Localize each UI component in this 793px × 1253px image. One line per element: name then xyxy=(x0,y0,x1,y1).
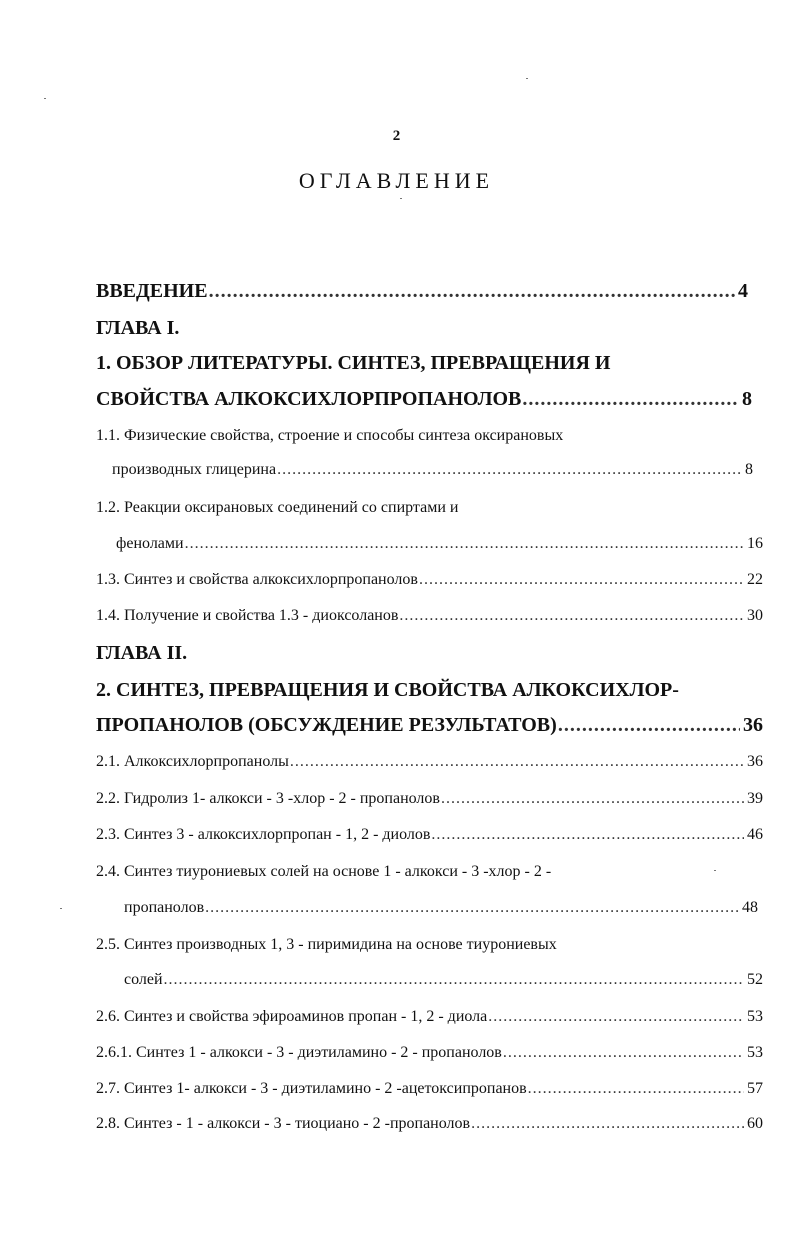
toc-entry-text: 1.2. Реакции оксирановых соединений со спиртами и xyxy=(96,499,459,516)
dot-leader xyxy=(164,967,744,993)
toc-entry-1-4 xyxy=(96,603,763,629)
toc-entry-text: 2.3. Синтез 3 - алкоксихлорпропан - 1, 2 - диолов xyxy=(96,826,431,843)
toc-entry-2-2 xyxy=(96,786,763,812)
toc-entry-2-8 xyxy=(96,1111,763,1137)
dot-leader xyxy=(277,457,742,483)
toc-page-number: 57 xyxy=(747,1080,763,1097)
toc-entry-text: солей xyxy=(124,971,163,988)
dot-leader xyxy=(522,386,739,412)
toc-entry-text: 2.4. Синтез тиурониевых солей на основе 1 - алкокси - 3 -хлор - 2 - xyxy=(96,863,552,880)
toc-entry-text: ПРОПАНОЛОВ (ОБСУЖДЕНИЕ РЕЗУЛЬТАТОВ) xyxy=(96,714,557,736)
toc-entry-text: 2.1. Алкоксихлорпропанолы xyxy=(96,753,289,770)
page-number: 2 xyxy=(392,128,401,144)
toc-entry-text: 2.2. Гидролиз 1- алкокси - 3 -хлор - 2 - пропанолов xyxy=(96,790,440,807)
toc-page-number: 53 xyxy=(747,1044,763,1061)
toc-entry-text: 2.7. Синтез 1- алкокси - 3 - диэтиламино - 2 -ацетоксипропанов xyxy=(96,1080,527,1097)
dot-leader xyxy=(209,278,735,304)
dot-leader xyxy=(205,895,739,921)
toc-entry-chapter1 xyxy=(96,386,752,412)
toc-entry-2-4 xyxy=(124,895,758,921)
dot-leader xyxy=(419,567,744,593)
toc-page-number: 4 xyxy=(738,280,748,302)
toc-page-number: 46 xyxy=(747,826,763,843)
toc-entry-2-6 xyxy=(96,1004,763,1030)
toc-entry-text: 1.3. Синтез и свойства алкоксихлорпропанолов xyxy=(96,571,418,588)
scan-speck xyxy=(714,870,716,871)
scan-speck xyxy=(526,78,528,79)
dot-leader xyxy=(558,712,740,738)
chapter-heading: ГЛАВА II. xyxy=(96,642,188,664)
toc-entry-text: 2.6.1. Синтез 1 - алкокси - 3 - диэтиламино - 2 - пропанолов xyxy=(96,1044,502,1061)
dot-leader xyxy=(471,1111,744,1137)
toc-entry-text: 1.1. Физические свойства, строение и способы синтеза оксирановых xyxy=(96,427,564,444)
toc-page-number: 36 xyxy=(743,714,763,736)
toc-entry-2-7 xyxy=(96,1076,763,1102)
toc-entry-1-3 xyxy=(96,567,763,593)
toc-entry-text: производных глицерина xyxy=(112,461,277,478)
toc-entry-text: СВОЙСТВА АЛКОКСИХЛОРПРОПАНОЛОВ xyxy=(96,388,522,410)
toc-page-number: 30 xyxy=(747,607,763,624)
toc-page-number: 52 xyxy=(747,971,763,988)
scan-speck xyxy=(400,198,402,199)
toc-entry-text: 2.5. Синтез производных 1, 3 - пиримидина на основе тиурониевых xyxy=(96,936,557,953)
chapter-heading: ГЛАВА I. xyxy=(96,317,180,339)
scan-speck xyxy=(60,908,62,909)
toc-page-number: 16 xyxy=(747,535,763,552)
toc-page-number: 8 xyxy=(745,461,753,478)
toc-entry-1-2 xyxy=(116,531,763,557)
toc-entry-intro xyxy=(96,278,748,304)
toc-entry-text: 2. СИНТЕЗ, ПРЕВРАЩЕНИЯ И СВОЙСТВА АЛКОКСИХЛОР- xyxy=(96,679,679,701)
dot-leader xyxy=(431,822,744,848)
toc-entry-text: фенолами xyxy=(116,535,184,552)
toc-page-number: 22 xyxy=(747,571,763,588)
toc-entry-text: 1.4. Получение и свойства 1.3 - диоксоланов xyxy=(96,607,399,624)
toc-entry-2-1 xyxy=(96,749,763,775)
toc-entry-text: 2.6. Синтез и свойства эфироаминов пропан - 1, 2 - диола xyxy=(96,1008,488,1025)
toc-entry-2-6-1 xyxy=(96,1040,763,1066)
dot-leader xyxy=(441,786,744,812)
dot-leader xyxy=(528,1076,744,1102)
toc-page-number: 36 xyxy=(747,753,763,770)
toc-page-number: 60 xyxy=(747,1115,763,1132)
toc-page-number: 53 xyxy=(747,1008,763,1025)
toc-entry-text: ВВЕДЕНИЕ xyxy=(96,280,208,302)
toc-entry-text: пропанолов xyxy=(124,899,205,916)
dot-leader xyxy=(399,603,744,629)
toc-page-number: 8 xyxy=(742,388,752,410)
scan-speck xyxy=(44,98,46,99)
dot-leader xyxy=(185,531,744,557)
toc-entry-2-5 xyxy=(124,967,763,993)
toc-entry-2-3 xyxy=(96,822,763,848)
dot-leader xyxy=(290,749,744,775)
toc-entry-text: 2.8. Синтез - 1 - алкокси - 3 - тиоциано - 2 -пропанолов xyxy=(96,1115,471,1132)
toc-page-number: 48 xyxy=(742,899,758,916)
page-title: ОГЛАВЛЕНИЕ xyxy=(298,168,495,193)
toc-entry-chapter2 xyxy=(96,712,763,738)
toc-page-number: 39 xyxy=(747,790,763,807)
toc-entry-1-1 xyxy=(112,457,753,483)
dot-leader xyxy=(488,1004,744,1030)
toc-entry-text: 1. ОБЗОР ЛИТЕРАТУРЫ. СИНТЕЗ, ПРЕВРАЩЕНИЯ И xyxy=(96,352,611,374)
dot-leader xyxy=(503,1040,744,1066)
